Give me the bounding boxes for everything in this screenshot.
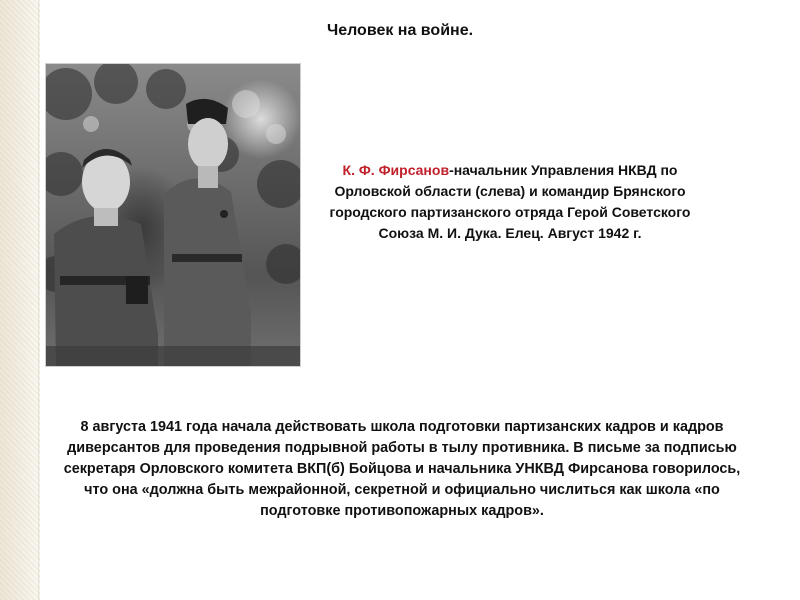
caption-text: -начальник Управления НКВД по Орловской области (слева) и командир Брянского городского партизанского отряда Герой Советского Союза М. И. Дука. Елец. Август 1942 г. <box>329 162 691 241</box>
war-photo-two-officers-icon <box>46 64 300 366</box>
caption-name-highlight: К. Ф. Фирсанов <box>342 162 450 178</box>
body-paragraph: 8 августа 1941 года начала действовать школа подготовки партизанских кадров и кадров диверсантов для проведения подрывной работы в тылу противника. В письме за подписью секретаря Орловского комитета ВКП(б) Бойцова и начальника УНКВД Фирсанова говорилось, что она «должна быть межрайонной, секретной и официально числиться как школа «по подготовке противопожарных кадров». <box>63 419 741 519</box>
decorative-left-band <box>0 0 40 600</box>
slide-title: Человек на войне. <box>326 22 474 39</box>
photo-caption <box>322 160 698 244</box>
historical-photo <box>46 64 300 366</box>
